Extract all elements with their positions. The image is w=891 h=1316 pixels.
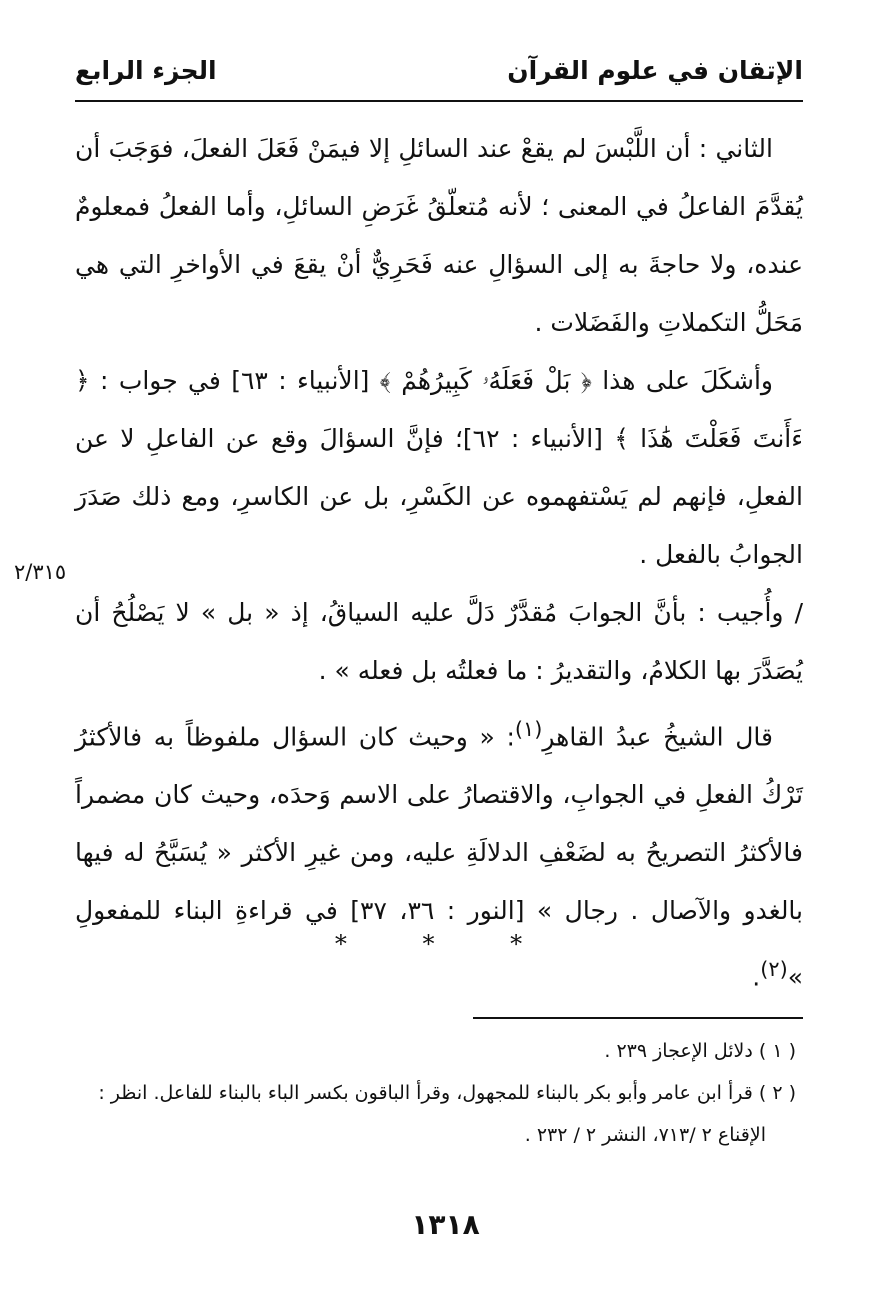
page-number: ١٣١٨ xyxy=(411,1208,480,1241)
footnotes xyxy=(75,1030,796,1156)
footnote-1: ( ١ ) دلائل الإعجاز ٢٣٩ . xyxy=(604,1040,796,1062)
quran-reference-1: [الأنبياء : ٦٣] xyxy=(231,366,370,395)
footnote-marker-1[interactable]: (١) xyxy=(514,717,543,741)
paragraph-4 xyxy=(75,700,803,1007)
footnote-2-line-2: الإقناع ٢ /٧١٣، النشر ٢ / ٢٣٢ . xyxy=(524,1124,766,1146)
footnote-2-line-1: ( ٢ ) قرأ ابن عامر وأبو بكر بالبناء للمجهول، وقرأ الباقون بكسر الباء بالبناء للفاعل. انظر : xyxy=(98,1082,796,1104)
footnote-2 xyxy=(75,1072,796,1156)
part-label: الجزء الرابع xyxy=(75,56,217,85)
quran-reference-2: [الأنبياء : ٦٢] xyxy=(462,424,603,453)
footnote-rule xyxy=(473,1017,803,1019)
section-separator: * * * xyxy=(334,930,557,958)
footnote-marker-2[interactable]: (٢) xyxy=(760,957,788,982)
running-header xyxy=(75,52,803,100)
book-title: الإتقان في علوم القرآن xyxy=(507,56,803,85)
header-rule xyxy=(75,100,803,102)
paragraph-1: الثاني : أن اللَّبْسَ لم يقعْ عند السائلِ إلا فيمَنْ فَعَلَ الفعلَ، فوَجَبَ أن يُقدَّمَ الفاعلُ في المعنى ؛ لأنه مُتعلّقُ غَرَضِ السائلِ، وأما الفعلُ فمعلومٌ عنده، ولا حاجةَ به إلى السؤالِ عنه فَحَرِيٌّ أنْ يقعَ في الأواخرِ التي هي مَحَلُّ التكملاتِ والفَضَلات . xyxy=(75,134,803,337)
quran-quote-2: ﴿ ءَأَنتَ فَعَلْتَ هَٰذَا ﴾ xyxy=(75,366,803,453)
paragraph-2-text-c: ؛ فإنَّ السؤالَ وقع عن الفاعلِ لا عن الفعلِ، فإنهم لم يَسْتفهموه عن الكَسْرِ، بل عن الكاسرِ، ومع ذلك صَدَرَ الجوابُ بالفعل . xyxy=(75,424,803,569)
paragraph-3: / وأُجيب : بأنَّ الجوابَ مُقدَّرٌ دَلَّ عليه السياقُ، إذ « بل » لا يَصْلُحُ أن يُصَدَّرَ بها الكلامُ، والتقديرُ : ما فعلتُه بل فعله » . xyxy=(75,598,803,685)
main-text xyxy=(75,120,803,1007)
margin-page-reference: ٢/٣١٥ xyxy=(14,560,67,584)
paragraph-2 xyxy=(75,352,803,584)
quran-quote-1: ﴿ بَلْ فَعَلَهُۥ كَبِيرُهُمْ ﴾ xyxy=(379,366,592,395)
paragraph-2-text-a: وأشكَلَ على هذا xyxy=(602,366,773,395)
paragraph-4-end: . xyxy=(752,962,761,992)
paragraph-4-text-b: : « وحيث كان السؤال ملفوظاً به فالأكثرُ تَرْكُ الفعلِ في الجوابِ، والاقتصارُ على الاسم وَحدَه، وحيث كان مضمراً فالأكثرُ التصريحُ به لضَعْفِ الدلالَةِ عليه، ومن غيرِ الأكثر « يُسَبَّحُ له فيها بالغدو والآصال . رجال » [النور : ٣٦، ٣٧] في قراءةِ البناء للمفعولِ » xyxy=(75,722,804,992)
paragraph-2-text-b: في جواب : xyxy=(100,366,221,395)
paragraph-4-text-a: قال الشيخُ عبدُ القاهرِ xyxy=(542,722,773,752)
